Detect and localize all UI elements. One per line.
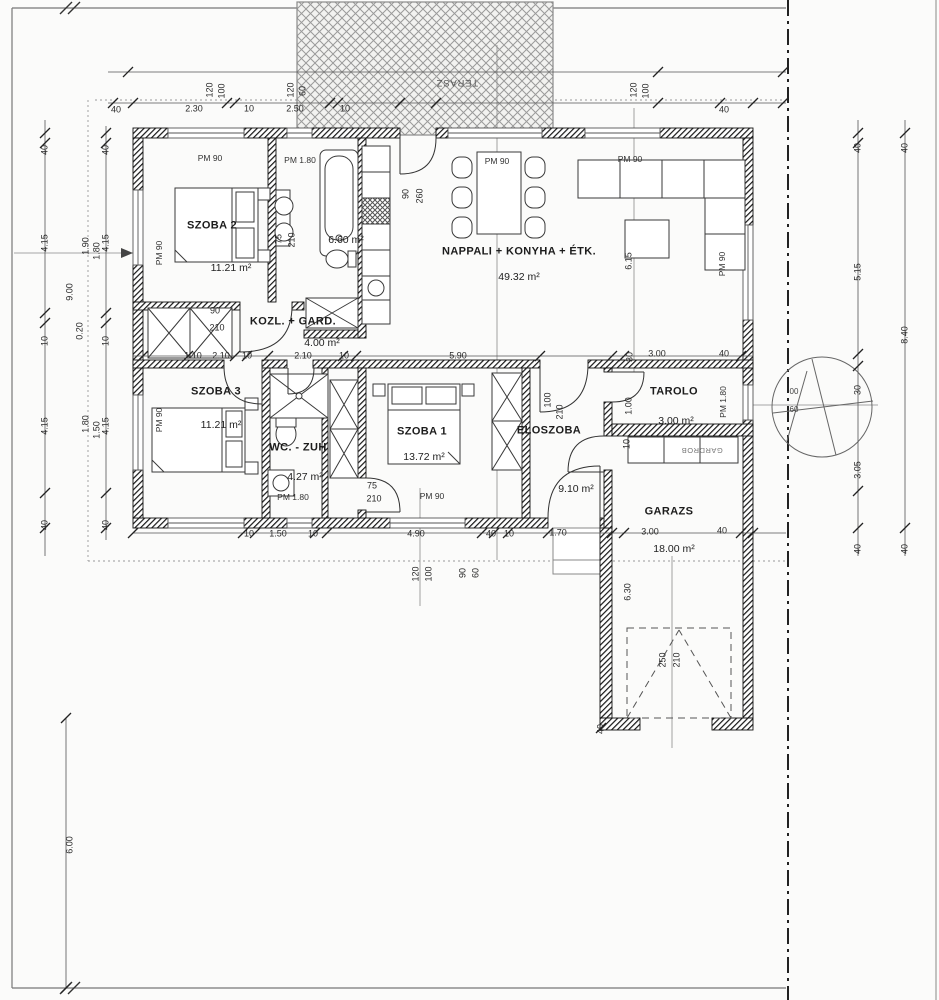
- pm-label: PM 90: [419, 490, 445, 501]
- dim-label: 4.90: [407, 528, 425, 539]
- dim-label: 40: [718, 348, 730, 359]
- dim-label: 210: [671, 652, 682, 668]
- dim-label: 0.20: [74, 322, 85, 340]
- dim-label: 100: [542, 392, 553, 408]
- dim-label: 40: [39, 144, 50, 156]
- room-area-szoba3: 11.21 m²: [200, 418, 242, 431]
- dim-label: 4.15: [100, 417, 111, 435]
- wardrobe-bath: [306, 298, 358, 328]
- pm-label: PM 90: [153, 240, 164, 266]
- room-label-wc: WC. - ZUH: [269, 441, 327, 454]
- window: [448, 128, 542, 138]
- garage-shelf: [628, 437, 738, 463]
- window: [743, 385, 753, 420]
- room-label-tarolo: TAROLO: [649, 385, 699, 398]
- window: [133, 190, 143, 265]
- dim-label: 6.15: [623, 252, 634, 270]
- dim-label: 90: [400, 188, 411, 200]
- pm-label: PM 1.80: [717, 386, 728, 418]
- dim-label: 75: [273, 233, 284, 245]
- dim-label: 40: [852, 142, 863, 154]
- dim-label: 75: [366, 480, 378, 491]
- dim-label: 1.10: [184, 350, 202, 361]
- property-line-dashdot: [788, 0, 936, 1000]
- dim-label: 8.40: [899, 326, 910, 344]
- dim-label: 2.50: [286, 103, 304, 114]
- garage-door-marking: [627, 628, 731, 718]
- dim-label: 10: [503, 528, 515, 539]
- dim-label: 210: [209, 322, 225, 333]
- dim-label: 40: [716, 525, 728, 536]
- terrace-label: TERASZ: [435, 76, 479, 88]
- dimension-lines: [45, 72, 905, 988]
- dim-label: 4.15: [39, 417, 50, 435]
- bed-szoba2: [175, 188, 270, 262]
- room-label-garazs: GARAZS: [644, 505, 694, 518]
- dim-label: 120: [410, 566, 421, 582]
- property-boundary: [12, 2, 786, 994]
- dim-label: 10: [243, 528, 255, 539]
- dim-label: 60: [297, 85, 308, 97]
- dim-label: 40: [899, 543, 910, 555]
- dim-label: 40: [485, 528, 497, 539]
- pm-label: PM 90: [716, 251, 727, 277]
- dim-label: 100: [640, 83, 651, 99]
- dim-label: 10: [243, 103, 255, 114]
- pm-label: PM 1.80: [284, 154, 316, 165]
- dim-label: 120: [628, 82, 639, 98]
- dim-label: 3.00: [641, 526, 659, 537]
- dim-label: 210: [366, 493, 382, 504]
- wardrobe-hall-left: [330, 380, 358, 478]
- pm-label: PM 90: [617, 153, 643, 164]
- dim-label: 40: [110, 104, 122, 115]
- dim-label: 30: [852, 384, 863, 396]
- bed-szoba1: [373, 384, 474, 464]
- wardrobe-corridor: [148, 305, 232, 358]
- room-area-eloszoba: 9.10 m²: [558, 482, 594, 495]
- room-area-wc: 4.27 m²: [287, 470, 323, 483]
- toilet-wc: [276, 418, 296, 446]
- door-tarolo: [612, 372, 644, 402]
- dim-label: 2.30: [185, 103, 203, 114]
- window: [168, 128, 244, 138]
- shower: [270, 374, 328, 418]
- dim-label: 40: [100, 519, 111, 531]
- dim-label: 00: [789, 387, 799, 396]
- door-entrance: [548, 466, 600, 518]
- dim-label: 4.15: [39, 234, 50, 252]
- dim-label: 40: [39, 519, 50, 531]
- dim-label: 1.80: [80, 415, 91, 433]
- dim-label: 1.70: [549, 527, 567, 538]
- dim-label: 5.15: [852, 263, 863, 281]
- dim-label: 250: [657, 652, 668, 668]
- dim-label: 100: [216, 83, 227, 99]
- dim-label: 40: [852, 543, 863, 555]
- dimension-ticks: [40, 67, 910, 993]
- dim-label: 1.00: [623, 397, 634, 415]
- dim-label: 120: [204, 82, 215, 98]
- dim-label: 6.00: [64, 836, 75, 854]
- dim-label: 260: [414, 188, 425, 204]
- dim-label: 40: [100, 144, 111, 156]
- room-area-szoba1: 13.72 m²: [403, 450, 445, 463]
- room-area-furdo: 6.60 m²: [328, 233, 364, 246]
- dim-label: 3.05: [852, 461, 863, 479]
- dim-label: 60: [470, 567, 481, 579]
- room-area-tarolo: 3.00 m²: [658, 414, 694, 427]
- dim-label: 1.50: [91, 421, 102, 439]
- room-label-nappali: NAPPALI + KONYHA + ÉTK.: [441, 245, 597, 258]
- door-terrace: [400, 138, 436, 174]
- window: [133, 395, 143, 470]
- dim-label: 4.15: [100, 234, 111, 252]
- dim-label: 1.80: [91, 242, 102, 260]
- dim-label: 40: [718, 104, 730, 115]
- dim-label: 10: [338, 350, 350, 361]
- dim-label: 3.00: [648, 348, 666, 359]
- dim-label: 10: [100, 335, 111, 347]
- washing-machine: [268, 470, 294, 496]
- dim-label: 40: [899, 142, 910, 154]
- dim-label: 6.30: [622, 583, 633, 601]
- coffee-table: [625, 220, 669, 258]
- room-label-szoba2: SZOBA 2: [186, 219, 238, 232]
- dim-label: 90: [457, 567, 468, 579]
- dim-label: GARDROB: [681, 445, 723, 455]
- dim-label: 120: [285, 82, 296, 98]
- room-label-eloszoba: ELOSZOBA: [516, 424, 582, 437]
- door-szoba2: [240, 306, 292, 352]
- window: [287, 128, 312, 138]
- dim-label: 10: [241, 350, 253, 361]
- wardrobe-eloszoba: [492, 373, 522, 470]
- dim-label: 30: [624, 351, 635, 363]
- room-area-szoba2: 11.21 m²: [210, 261, 252, 274]
- dim-label: 100: [423, 566, 434, 582]
- pm-label: PM 1.80: [277, 491, 309, 502]
- room-label-szoba1: SZOBA 1: [396, 425, 448, 438]
- window: [390, 518, 465, 528]
- dim-label: 10: [307, 528, 319, 539]
- pm-label: PM 90: [197, 152, 223, 163]
- door-szoba1: [366, 478, 400, 512]
- dim-label: 1.90: [80, 237, 91, 255]
- dining-table: [452, 152, 545, 238]
- terrace: [297, 2, 553, 135]
- kitchen-counter: [362, 146, 390, 324]
- dim-label: 10: [339, 103, 351, 114]
- leader-arrow: [121, 248, 133, 258]
- dim-label: 210: [554, 404, 565, 420]
- room-label-kozl: KOZL. + GARD.: [249, 315, 337, 328]
- dim-label: 10: [39, 335, 50, 347]
- dim-label: 10: [621, 438, 632, 450]
- dim-label: 60: [789, 405, 799, 414]
- room-label-szoba3: SZOBA 3: [190, 385, 242, 398]
- dim-label: 40: [595, 723, 606, 735]
- dim-label: 2.10: [212, 350, 230, 361]
- dim-label: 210: [286, 232, 297, 248]
- dim-label: 5.90: [449, 350, 467, 361]
- dim-label: 1.50: [269, 528, 287, 539]
- furniture: [148, 146, 745, 496]
- dim-label: 90: [209, 305, 221, 316]
- window: [168, 518, 244, 528]
- dim-label: 2.10: [294, 350, 312, 361]
- pm-label: PM 90: [153, 407, 164, 433]
- double-washbasin: [275, 190, 293, 246]
- room-area-garazs: 18.00 m²: [653, 542, 695, 555]
- room-area-nappali: 49.32 m²: [498, 270, 540, 283]
- door-eloszoba: [540, 364, 588, 412]
- toilet-bath: [326, 250, 356, 268]
- bed-szoba3: [152, 398, 258, 474]
- bathtub: [320, 150, 358, 256]
- pm-label: PM 90: [484, 155, 510, 166]
- room-area-kozl: 4.00 m²: [304, 336, 340, 349]
- window: [287, 518, 312, 528]
- dim-label: 9.00: [64, 283, 75, 301]
- window: [585, 128, 660, 138]
